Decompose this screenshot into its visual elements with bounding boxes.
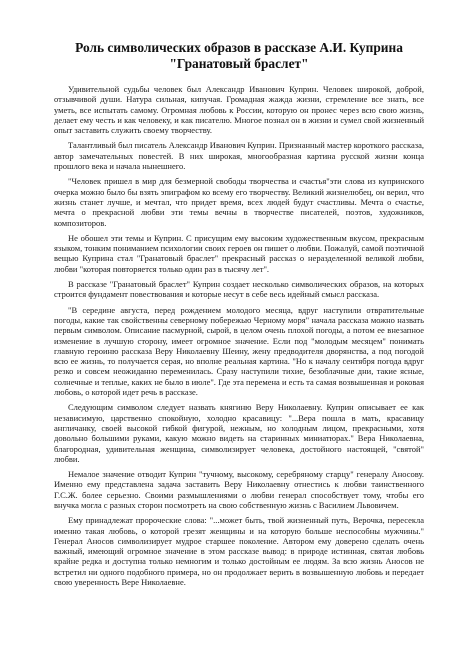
paragraph-vera-symbol: Следующим символом следует назвать княгиню Веру Николаевну. Куприн описывает ее как независимую, царственно спокойную, холодно красавицу: "...Вера пошла в мать, красавицу англичанку, своей высокой гибкой фигурой, нежным, но холодным лицом, прекрасными, хотя довольно большими руками, какую можно видеть на старинных миниатюрах." Вера Николаевна, благородная, удивительная женщина, символизирует человека, достойного настоящей, "святой" любви.: [54, 402, 424, 464]
title-line-2: "Гранатовый браслет": [169, 56, 309, 71]
document-title: [54, 40, 424, 72]
paragraph-epigraph: "Человек пришел в мир для безмерной свободы творчества и счастья"эти слова из купринского очерка можно было бы взять эпиграфом ко всему его творчеству. Великий жизнелюбец, он верил, что жизнь станет лучше, и мечтал, что придет время, всех людей будут счастливы. Мечта о счастье, мечта о прекрасной любви эти темы вечны в творчестве писателей, поэтов, художников, композиторов.: [54, 176, 424, 228]
paragraph-anosov: Немалое значение отводит Куприн "тучному, высокому, серебряному старцу" генералу Аносову. Именно ему представлена задача заставить Веру Николаевну отнестись к любви таинственного Г.С.Ж. более серьезно. Своими размышлениями о любви генерал способствует тому, чтобы его внучка могла с разных сторон посмотреть на свою собственную жизнь с Василием Львовичем.: [54, 469, 424, 510]
title-line-1: Роль символических образов в рассказе А.И. Куприна: [75, 40, 403, 55]
paragraph-weather-symbol: "В середине августа, перед рождением молодого месяца, вдруг наступили отвратительные погоды, какие так свойственны северному побережью Черному моря" начала рассказа можно назвать первым символом. Описание пасмурной, сырой, в целом очень плохой погоды, а потом ее внезапное изменение в лучшую сторону, имеет огромное значение. Если под "молодым месяцем" понимать главную героиню рассказа Веру Николаевну Шеину, жену предводителя дворянства, а под погодой всю ее жизнь, то получается серая, но вполне реальная картина. "Но к началу сентября погода вдруг резко и совсем неожиданно переменилась. Сразу наступили тихие, безоблачные дни, такие ясные, солнечные и теплые, каких не было в июле". Где эта перемена и есть та самая возвышенная и роковая любовь, о которой идет речь в рассказе.: [54, 304, 424, 398]
paragraph-symbols: В рассказе "Гранатовый браслет" Куприн создает несколько символических образов, на которых строится фундамент повествования и которые несут в себе весь идейный смысл рассказа.: [54, 279, 424, 300]
paragraph-love-theme: Не обошел эти темы и Куприн. С присущим ему высоким художественным вкусом, прекрасным языком, тонким пониманием психологии своих героев он пишет о любви. Пожалуй, самой поэтичной вещью Куприна стал "Гранатовый браслет" прекрасный рассказ о неразделенной великой любви, любви "которая повторяется только один раз в тысячу лет".: [54, 232, 424, 274]
paragraph-prophecy: Ему принадлежат пророческие слова: "...может быть, твой жизненный путь, Верочка, пересекла именно такая любовь, о которой грезят женщины и на которую больше неспособны мужчины." Генерал Аносов символизирует мудрое старшее поколение. Автором ему доверено сделать очень важный, имеющий огромное значение в этом рассказе вывод: в природе истинная, святая любовь крайне редка и доступна только немногим и только достойным ее людям. За всю жизнь Аносов не встретил ни одного подобного примера, но он продолжает верить в возвышенную любовь и передает свою уверенность Вере Николаевне.: [54, 515, 424, 588]
paragraph-intro: Удивительной судьбы человек был Александр Иванович Куприн. Человек широкой, доброй, отзывчивой души. Натура сильная, кипучая. Громадная жажда жизни, стремление все знать, все уметь, все испытать самому. Огромная любовь к России, которую он пронес через всю свою жизнь, делает ему честь и как человеку, и как писателю. Многое познал он в жизни и сумел свой жизненный опыт заставить служить своему творчеству.: [54, 84, 424, 136]
paragraph-talent: Талантливый был писатель Александр Иванович Куприн. Признанный мастер короткого рассказа, автор замечательных повестей. В них широкая, многообразная картина русской жизни конца прошлого века и начала нынешнего.: [54, 140, 424, 172]
